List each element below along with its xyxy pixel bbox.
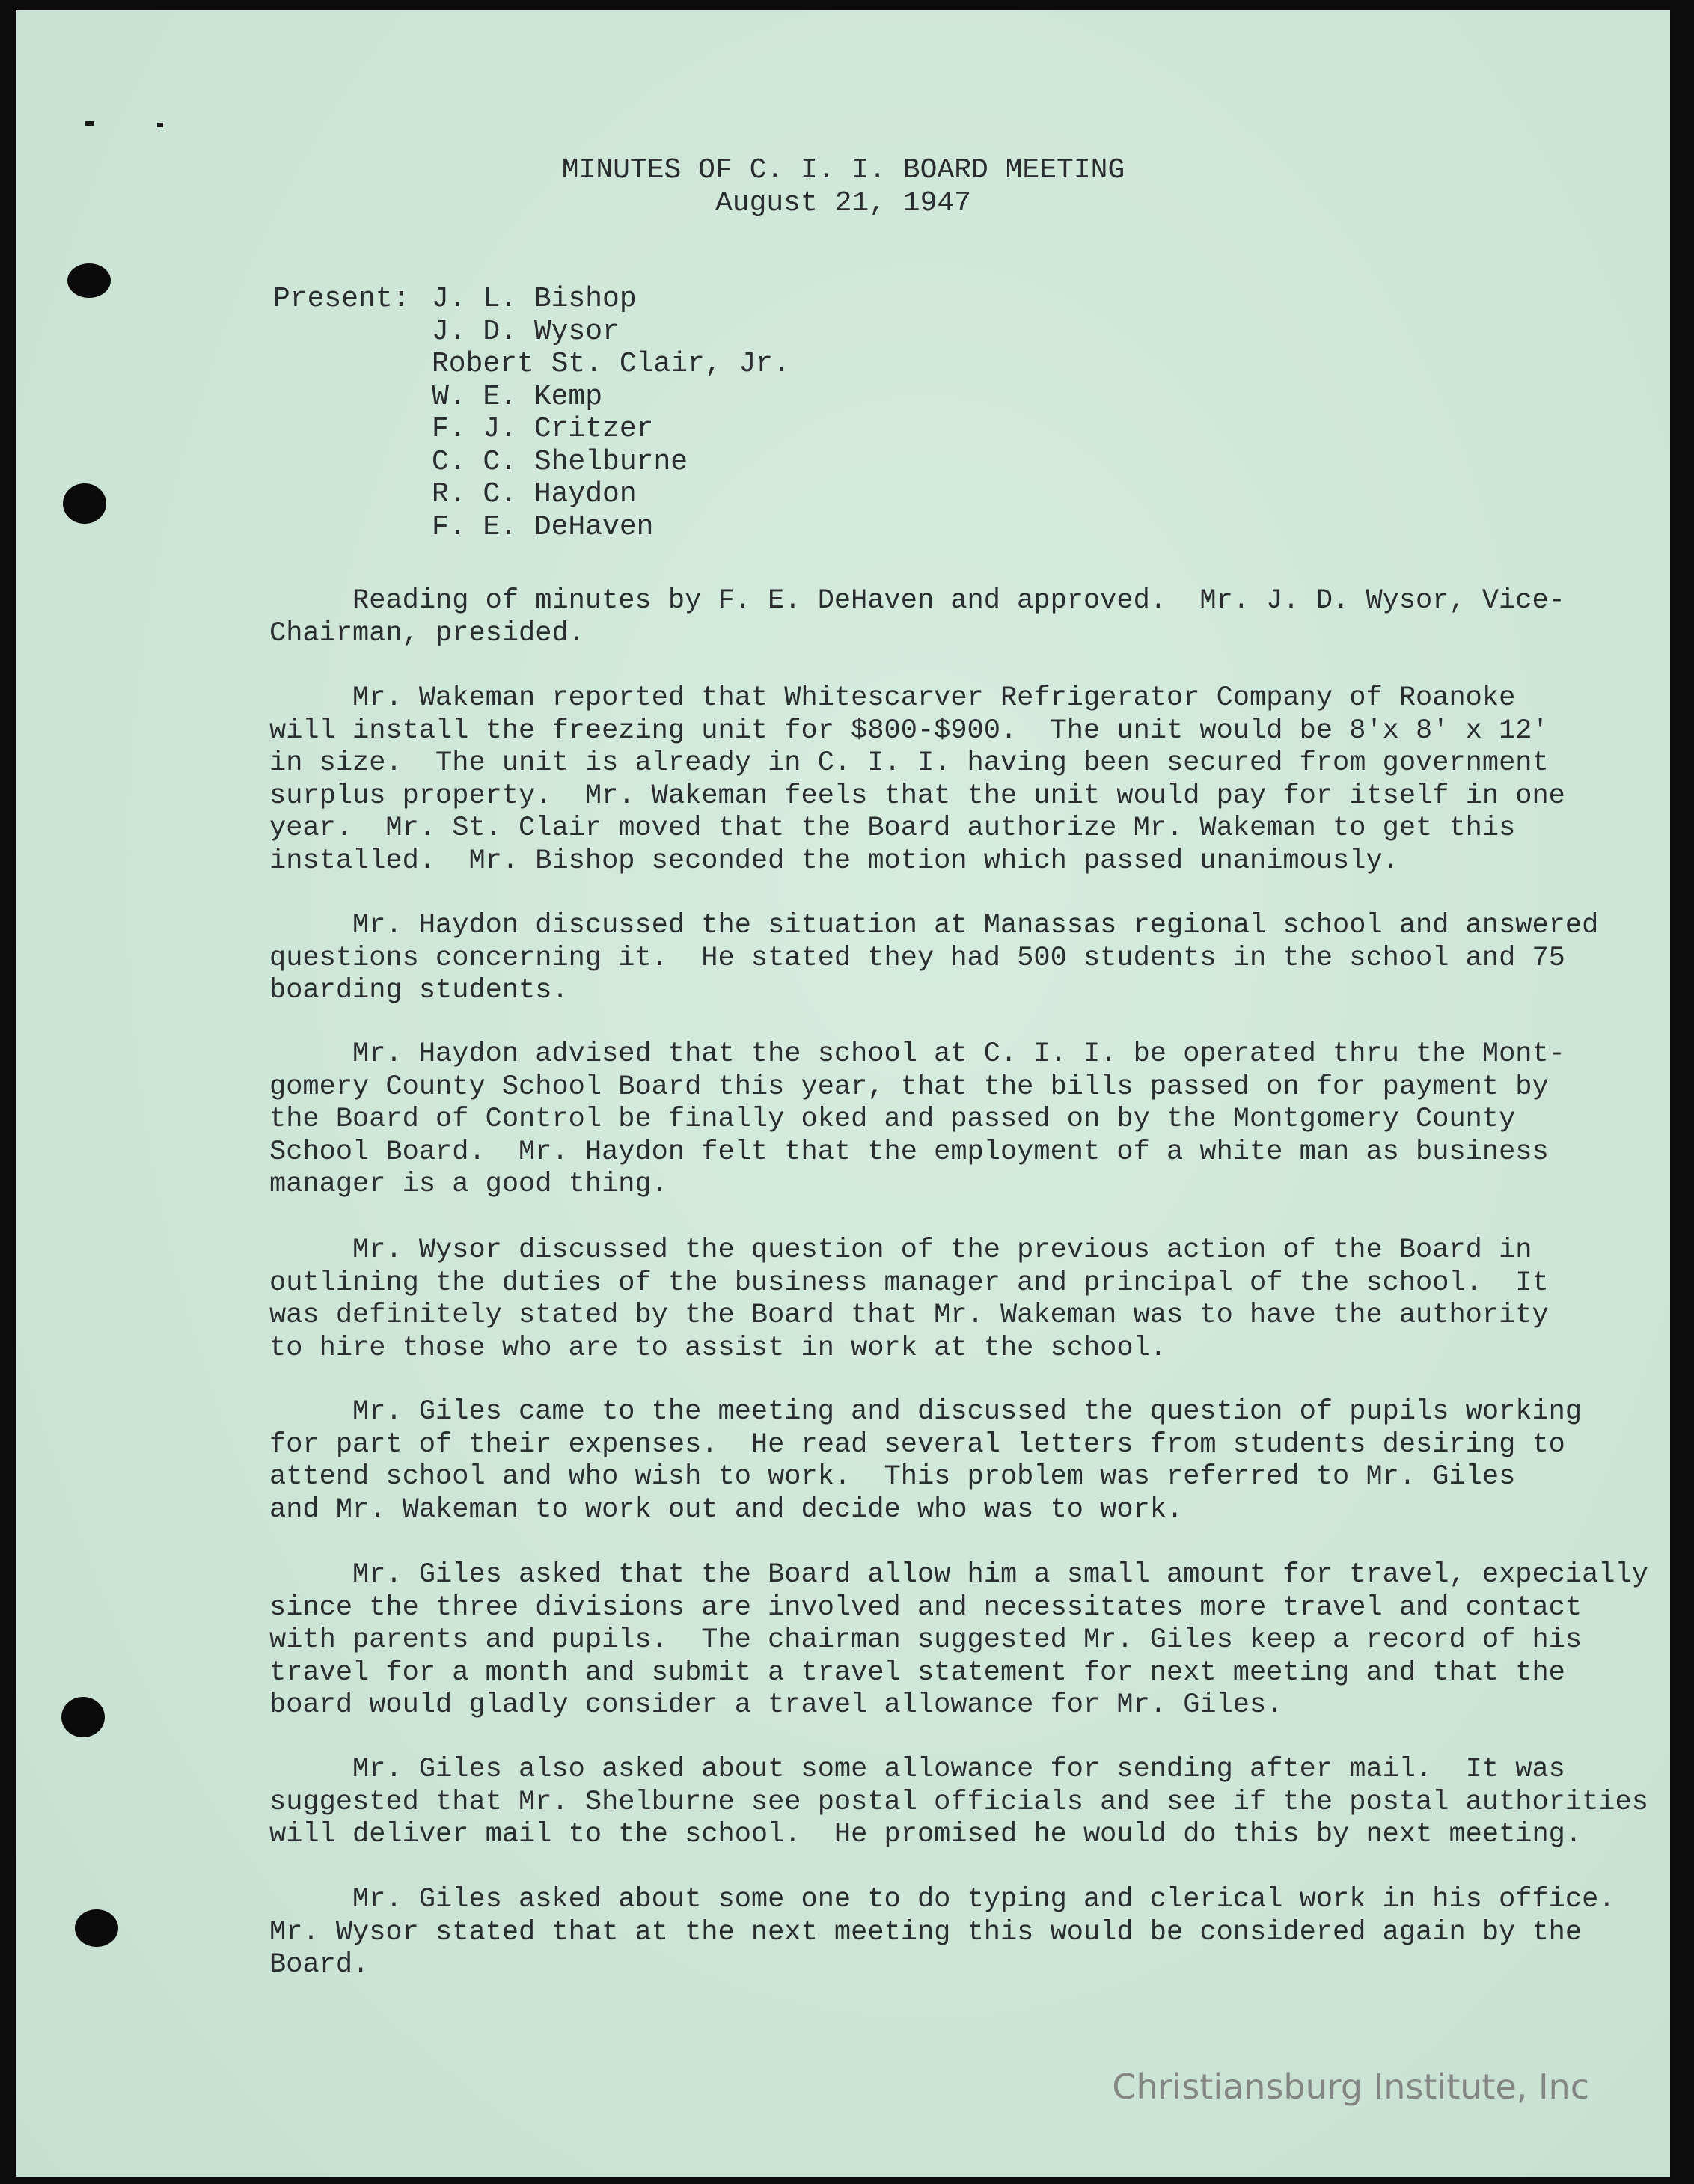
text-line: Mr. Haydon advised that the school at C. I. I. be operated thru the Mont-	[269, 1039, 1565, 1070]
text-line: outlining the duties of the business manager and principal of the school. It	[269, 1267, 1549, 1299]
text-line: Mr. Wysor discussed the question of the previous action of the Board in	[269, 1235, 1532, 1266]
text-line: Mr. Giles asked about some one to do typing and clerical work in his office.	[269, 1884, 1615, 1915]
text-line: Reading of minutes by F. E. DeHaven and approved. Mr. J. D. Wysor, Vice-	[269, 585, 1565, 617]
text-line: Mr. Giles asked that the Board allow him a small amount for travel, expecially	[269, 1559, 1648, 1591]
text-line: since the three divisions are involved and necessitates more travel and contact	[269, 1591, 1583, 1624]
paragraph-pupils-working	[269, 1396, 1616, 1526]
text-line: was definitely stated by the Board that Mr. Wakeman was to have the authority	[269, 1300, 1549, 1331]
attendee: F. E. DeHaven	[432, 510, 654, 543]
attendee: R. C. Haydon	[432, 478, 637, 510]
paragraph-freezing-unit	[269, 682, 1616, 878]
document-title: MINUTES OF C. I. I. BOARD MEETING	[561, 154, 1125, 186]
attendee: F. J. Critzer	[432, 413, 654, 445]
meeting-date: August 21, 1947	[715, 187, 972, 219]
attendee: C. C. Shelburne	[432, 445, 688, 478]
attendee: Robert St. Clair, Jr.	[432, 348, 790, 380]
text-line: with parents and pupils. The chairman suggested Mr. Giles keep a record of his	[269, 1624, 1583, 1656]
attendee: J. D. Wysor	[432, 315, 620, 348]
text-line: for part of their expenses. He read several letters from students desiring to	[269, 1428, 1565, 1460]
punch-hole-1	[67, 263, 111, 298]
paragraph-travel-allowance	[269, 1559, 1648, 1722]
text-line: gomery County School Board this year, that the bills passed on for payment by	[269, 1071, 1549, 1103]
paragraph-business-manager	[269, 1235, 1616, 1365]
text-line: Board.	[269, 1949, 370, 1980]
text-line: Mr. Wakeman reported that Whitescarver Refrigerator Company of Roanoke	[269, 682, 1516, 714]
text-line: to hire those who are to assist in work at the school.	[269, 1332, 1166, 1364]
text-line: in size. The unit is already in C. I. I. having been secured from government	[269, 747, 1549, 779]
text-line: boarding students.	[269, 975, 569, 1006]
present-label: Present:	[273, 283, 410, 315]
text-line: will install the freezing unit for $800-$900. The unit would be 8'x 8' x 12'	[269, 715, 1549, 747]
punch-hole-2	[63, 483, 106, 524]
text-line: travel for a month and submit a travel statement for next meeting and that the	[269, 1657, 1565, 1689]
punch-hole-3	[61, 1697, 105, 1737]
text-line: Chairman, presided.	[269, 617, 585, 649]
text-line: manager is a good thing.	[269, 1169, 668, 1200]
text-line: Mr. Giles also asked about some allowance for sending after mail. It was	[269, 1754, 1565, 1785]
paragraph-school-board	[269, 1039, 1616, 1202]
document-page	[16, 10, 1670, 2177]
text-line: suggested that Mr. Shelburne see postal officials and see if the postal authorities	[269, 1786, 1648, 1818]
text-line: surplus property. Mr. Wakeman feels that the unit would pay for itself in one	[269, 780, 1565, 812]
attendee-list	[432, 283, 790, 543]
text-line: Mr. Wysor stated that at the next meeting this would be considered again by the	[269, 1916, 1583, 1948]
text-line: attend school and who wish to work. This problem was referred to Mr. Giles	[269, 1461, 1516, 1493]
text-line: Mr. Giles came to the meeting and discussed the question of pupils working	[269, 1396, 1583, 1428]
attendee: J. L. Bishop	[432, 283, 637, 315]
text-line: board would gladly consider a travel allowance for Mr. Giles.	[269, 1689, 1283, 1721]
paragraph-manassas-school	[269, 910, 1616, 1008]
text-line: questions concerning it. He stated they had 500 students in the school and 75	[269, 942, 1565, 974]
paragraph-minutes-reading	[269, 585, 1616, 650]
text-line: and Mr. Wakeman to work out and decide who was to work.	[269, 1493, 1184, 1526]
text-line: year. Mr. St. Clair moved that the Board authorize Mr. Wakeman to get this	[269, 813, 1516, 844]
text-line: School Board. Mr. Haydon felt that the employment of a white man as business	[269, 1136, 1549, 1168]
text-line: Mr. Haydon discussed the situation at Manassas regional school and answered	[269, 910, 1599, 941]
watermark: Christiansburg Institute, Inc	[1112, 2067, 1589, 2107]
punch-hole-4	[75, 1909, 118, 1947]
paragraph-mail-allowance	[269, 1754, 1648, 1852]
ink-mark	[157, 123, 163, 127]
text-line: the Board of Control be finally oked and passed on by the Montgomery County	[269, 1104, 1516, 1135]
text-line: will deliver mail to the school. He promised he would do this by next meeting.	[269, 1819, 1583, 1850]
attendee: W. E. Kemp	[432, 380, 603, 413]
text-line: installed. Mr. Bishop seconded the motion which passed unanimously.	[269, 845, 1399, 877]
ink-mark	[85, 121, 94, 126]
paragraph-clerical-work	[269, 1884, 1616, 1982]
